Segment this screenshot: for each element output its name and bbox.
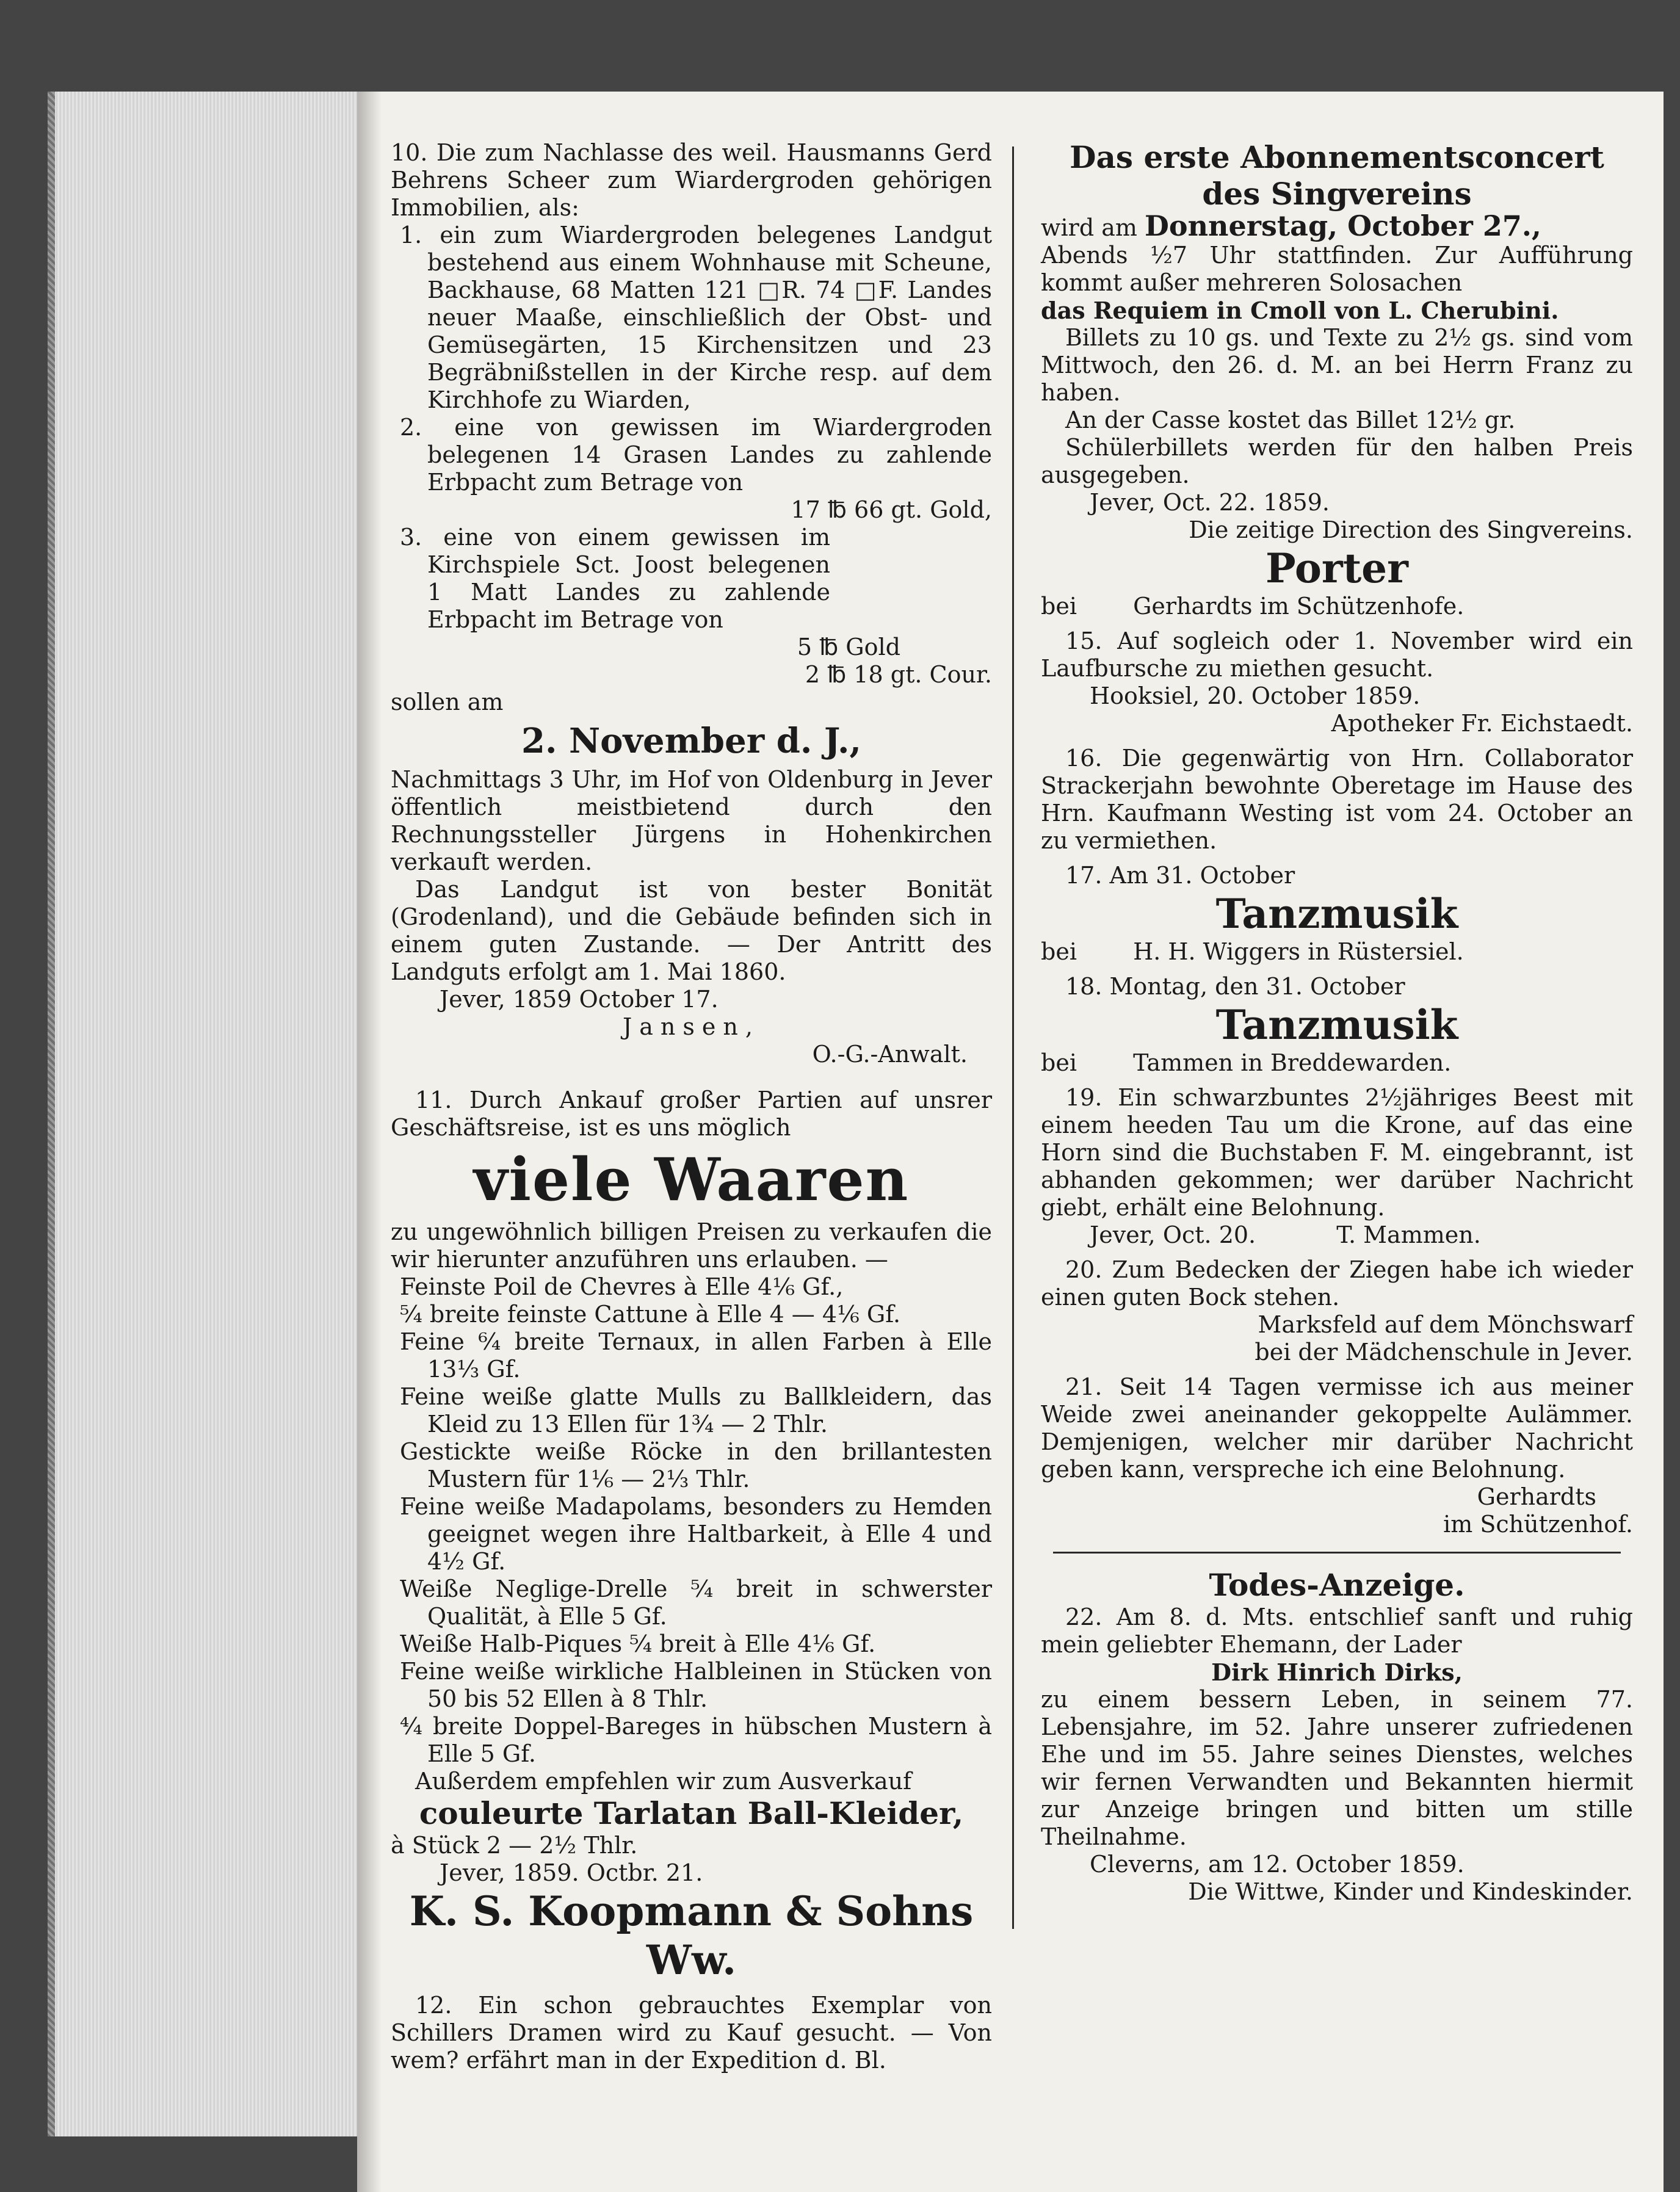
ad-18-text: Tammen in Breddewarden. [1133,1049,1452,1076]
ad-11-extra-heading: couleurte Tarlatan Ball-Kleider, [419,1795,964,1831]
porter-pre: bei [1041,593,1077,620]
porter-ad [1041,544,1633,620]
ad-19-dateline: Jever, Oct. 20. [1090,1221,1256,1248]
concert-sign: Die zeitige Direction des Singvereins. [1189,516,1633,543]
concert-line-1-pre: wird am [1041,214,1137,241]
ad-10-item-1: 1. ein zum Wiardergroden belegenes Landgut bestehend aus einem Wohnhause mit Scheune, Backhause, 68 Matten 121 □R. 74 □F. Landes neuer Maaße, einschließlich der Obst- und Gemüsegärten, 15 Kirchensitzen und 23 Begräbnißstellen in der Kirche resp. auf dem Kirchhofe zu Wiarden, [400,222,992,413]
ad-11-item: ⁵⁄₄ breite feinste Cattune à Elle 4 — 4⅙ Gf. [400,1301,901,1328]
ad-11-heading: viele Waaren [473,1145,910,1214]
concert-heading-1: Das erste Abonnementsconcert [1070,139,1604,175]
column-divider [1012,146,1014,1929]
ad-18-heading: Tanzmusik [1215,1001,1458,1049]
ad-11-item: Gestickte weiße Röcke in den brillantesten Mustern für 1⅙ — 2⅓ Thlr. [400,1438,992,1492]
ad-18-intro: 18. Montag, den 31. October [1065,973,1405,1000]
left-column [391,139,992,2074]
ad-11-item-list [391,1273,992,1768]
ad-10-dateline: Jever, 1859 October 17. [440,986,719,1013]
concert-heading-2: des Singvereins [1202,176,1472,212]
ad-11-item: Feine weiße wirkliche Halbleinen in Stücken von 50 bis 52 Ellen à 8 Thlr. [400,1658,992,1712]
ad-11-extra: Außerdem empfehlen wir zum Ausverkauf [415,1768,912,1795]
ad-17-heading: Tanzmusik [1215,890,1458,938]
concert-line-4: Billets zu 10 gs. und Texte zu 2½ gs. sind vom Mittwoch, den 26. d. M. an bei Herrn Franz zu haben. [1041,324,1633,406]
ad-10-item-3-amount-2: 2 ℔ 18 gt. Cour. [805,661,992,688]
ad-10-note: Das Landgut ist von bester Bonität (Grodenland), und die Gebäude befinden sich in einem guten Zustande. — Der Antritt des Landguts erfolgt am 1. Mai 1860. [391,876,992,985]
ad-15-text: 15. Auf sogleich oder 1. November wird ein Laufbursche zu miethen gesucht. [1041,628,1633,682]
porter-text: Gerhardts im Schützenhofe. [1133,593,1465,620]
ad-11-firm: K. S. Koopmann & Sohns Ww. [409,1887,974,1984]
ad-20 [1041,1256,1633,1366]
ad-11-item: Weiße Neglige-Drelle ⁵⁄₄ breit in schwerster Qualität, à Elle 5 Gf. [400,1575,992,1630]
ad-15-sign: Apotheker Fr. Eichstaedt. [1331,710,1633,737]
ad-10-sollen: sollen am [391,689,504,715]
porter-heading: Porter [1265,544,1408,592]
ad-21 [1041,1373,1633,1538]
concert-line-3: das Requiem in Cmoll von L. Cherubini. [1041,297,1559,324]
concert-line-5: An der Casse kostet das Billet 12½ gr. [1065,407,1516,433]
ad-12: 12. Ein schon gebrauchtes Exemplar von Schillers Dramen wird zu Kauf gesucht. — Von wem? erfährt man in der Expedition d. Bl. [391,1992,992,2074]
ad-10-date-heading: 2. November d. J., [521,721,861,761]
ad-11-sub: zu ungewöhnlich billigen Preisen zu verkaufen die wir hierunter anzuführen uns erlauben. — [391,1218,992,1273]
ad-20-sign-2: bei der Mädchenschule in Jever. [1255,1339,1633,1365]
ad-11-intro: 11. Durch Ankauf großer Partien auf unsrer Geschäftsreise, ist es uns möglich [391,1087,992,1141]
ad-11-item: Feine ⁶⁄₄ breite Ternaux, in allen Farben à Elle 13⅓ Gf. [400,1328,992,1383]
ad-17-text: H. H. Wiggers in Rüstersiel. [1133,938,1464,965]
ad-10-body: Nachmittags 3 Uhr, im Hof von Oldenburg in Jever öffentlich meistbietend durch den Rechnungssteller Jürgens in Hohenkirchen verkauft werden. [391,766,992,875]
death-text-1: 22. Am 8. d. Mts. entschlief sanft und ruhig mein geliebter Ehemann, der Lader [1041,1604,1633,1658]
concert-line-6: Schülerbillets werden für den halben Preis ausgegeben. [1041,434,1633,488]
concert-dateline: Jever, Oct. 22. 1859. [1090,489,1330,516]
ad-20-text: 20. Zum Bedecken der Ziegen habe ich wieder einen guten Bock stehen. [1041,1256,1633,1311]
section-divider [1053,1552,1621,1554]
ad-18 [1041,973,1633,1077]
death-notice [1041,1567,1633,1906]
ad-21-text: 21. Seit 14 Tagen vermisse ich aus meiner Weide zwei aneinander gekoppelte Aulämmer. Demjenigen, welcher mir darüber Nachricht geben kann, verspreche ich eine Belohnung. [1041,1373,1633,1483]
ad-19 [1041,1084,1633,1249]
death-name: Dirk Hinrich Dirks, [1211,1658,1463,1686]
ad-15-dateline: Hooksiel, 20. October 1859. [1090,682,1421,709]
ad-10-sign-name: Jansen, [623,1013,760,1040]
ad-17-intro: 17. Am 31. October [1065,862,1295,889]
ad-11 [391,1087,992,1984]
right-column [1041,139,1633,1906]
concert-ad [1041,139,1633,544]
ad-17-pre: bei [1041,938,1077,965]
ad-11-item: Feinste Poil de Chevres à Elle 4⅙ Gf., [400,1273,844,1300]
ad-10-item-2: 2. eine von gewissen im Wiardergroden belegenen 14 Grasen Landes zu zahlende Erbpacht zum Betrage von [400,414,992,496]
ad-16: 16. Die gegenwärtig von Hrn. Collaborator Strackerjahn bewohnte Oberetage im Hause des Hrn. Kaufmann Westing ist vom 24. October an zu vermiethen. [1041,745,1633,854]
concert-line-2: Abends ½7 Uhr stattfinden. Zur Aufführung kommt außer mehreren Solosachen [1041,242,1633,296]
ad-15 [1041,628,1633,737]
ad-21-sign-2: im Schützenhof. [1443,1511,1633,1538]
ad-18-pre: bei [1041,1049,1077,1076]
ad-11-dateline: Jever, 1859. Octbr. 21. [440,1859,703,1886]
death-dateline: Cleverns, am 12. October 1859. [1090,1851,1465,1878]
ad-10-item-3-amount-1: 5 ℔ Gold [797,634,900,660]
page-stack-edge [55,92,372,2136]
gutter-shadow [357,92,382,2192]
ad-19-text: 19. Ein schwarzbuntes 2½jähriges Beest mit einem heeden Tau um die Krone, auf das eine Horn sind die Buchstaben F. M. eingebrannt, ist abhanden gekommen; wer darüber Nachricht giebt, erhält eine Belohnung. [1041,1084,1633,1221]
ad-17 [1041,862,1633,966]
ad-11-extra-price: à Stück 2 — 2½ Thlr. [391,1832,638,1859]
ad-11-item: Weiße Halb-Piques ⁵⁄₄ breit à Elle 4⅙ Gf. [400,1630,876,1657]
ad-11-item: Feine weiße glatte Mulls zu Ballkleidern, das Kleid zu 13 Ellen für 1¾ — 2 Thlr. [400,1383,992,1438]
death-sign: Die Wittwe, Kinder und Kindeskinder. [1188,1878,1633,1905]
concert-day: Donnerstag, October 27., [1145,209,1541,242]
ad-10-item-2-amount: 17 ℔ 66 gt. Gold, [791,496,992,523]
ad-10-intro: 10. Die zum Nachlasse des weil. Hausmanns Gerd Behrens Scheer zum Wiardergroden gehörigen Immobilien, als: [391,139,992,221]
ad-11-item: Feine weiße Madapolams, besonders zu Hemden geeignet wegen ihre Haltbarkeit, à Elle 4 und 4½ Gf. [400,1493,992,1575]
death-text-2: zu einem bessern Leben, in seinem 77. Lebensjahre, im 52. Jahre unserer zufriedenen Ehe und im 55. Jahre seines Dienstes, welches wir fernen Verwandten und Bekannten hiermit zur Anzeige bringen und bitten um stille Theilnahme. [1041,1686,1633,1850]
ad-10-item-3: 3. eine von einem gewissen im Kirchspiele Sct. Joost belegenen 1 Matt Landes zu zahlende Erbpacht im Betrage von [400,524,830,633]
ad-19-sign: T. Mammen. [1336,1221,1481,1248]
ad-11-item: ⁴⁄₄ breite Doppel-Bareges in hübschen Mustern à Elle 5 Gf. [400,1713,992,1767]
ad-10-sign-title: O.-G.-Anwalt. [812,1041,968,1068]
ad-10 [391,139,992,1068]
ad-21-sign-1: Gerhardts [1477,1483,1596,1510]
death-heading: Todes-Anzeige. [1209,1567,1465,1603]
ad-20-sign-1: Marksfeld auf dem Mönchswarf [1258,1311,1633,1338]
